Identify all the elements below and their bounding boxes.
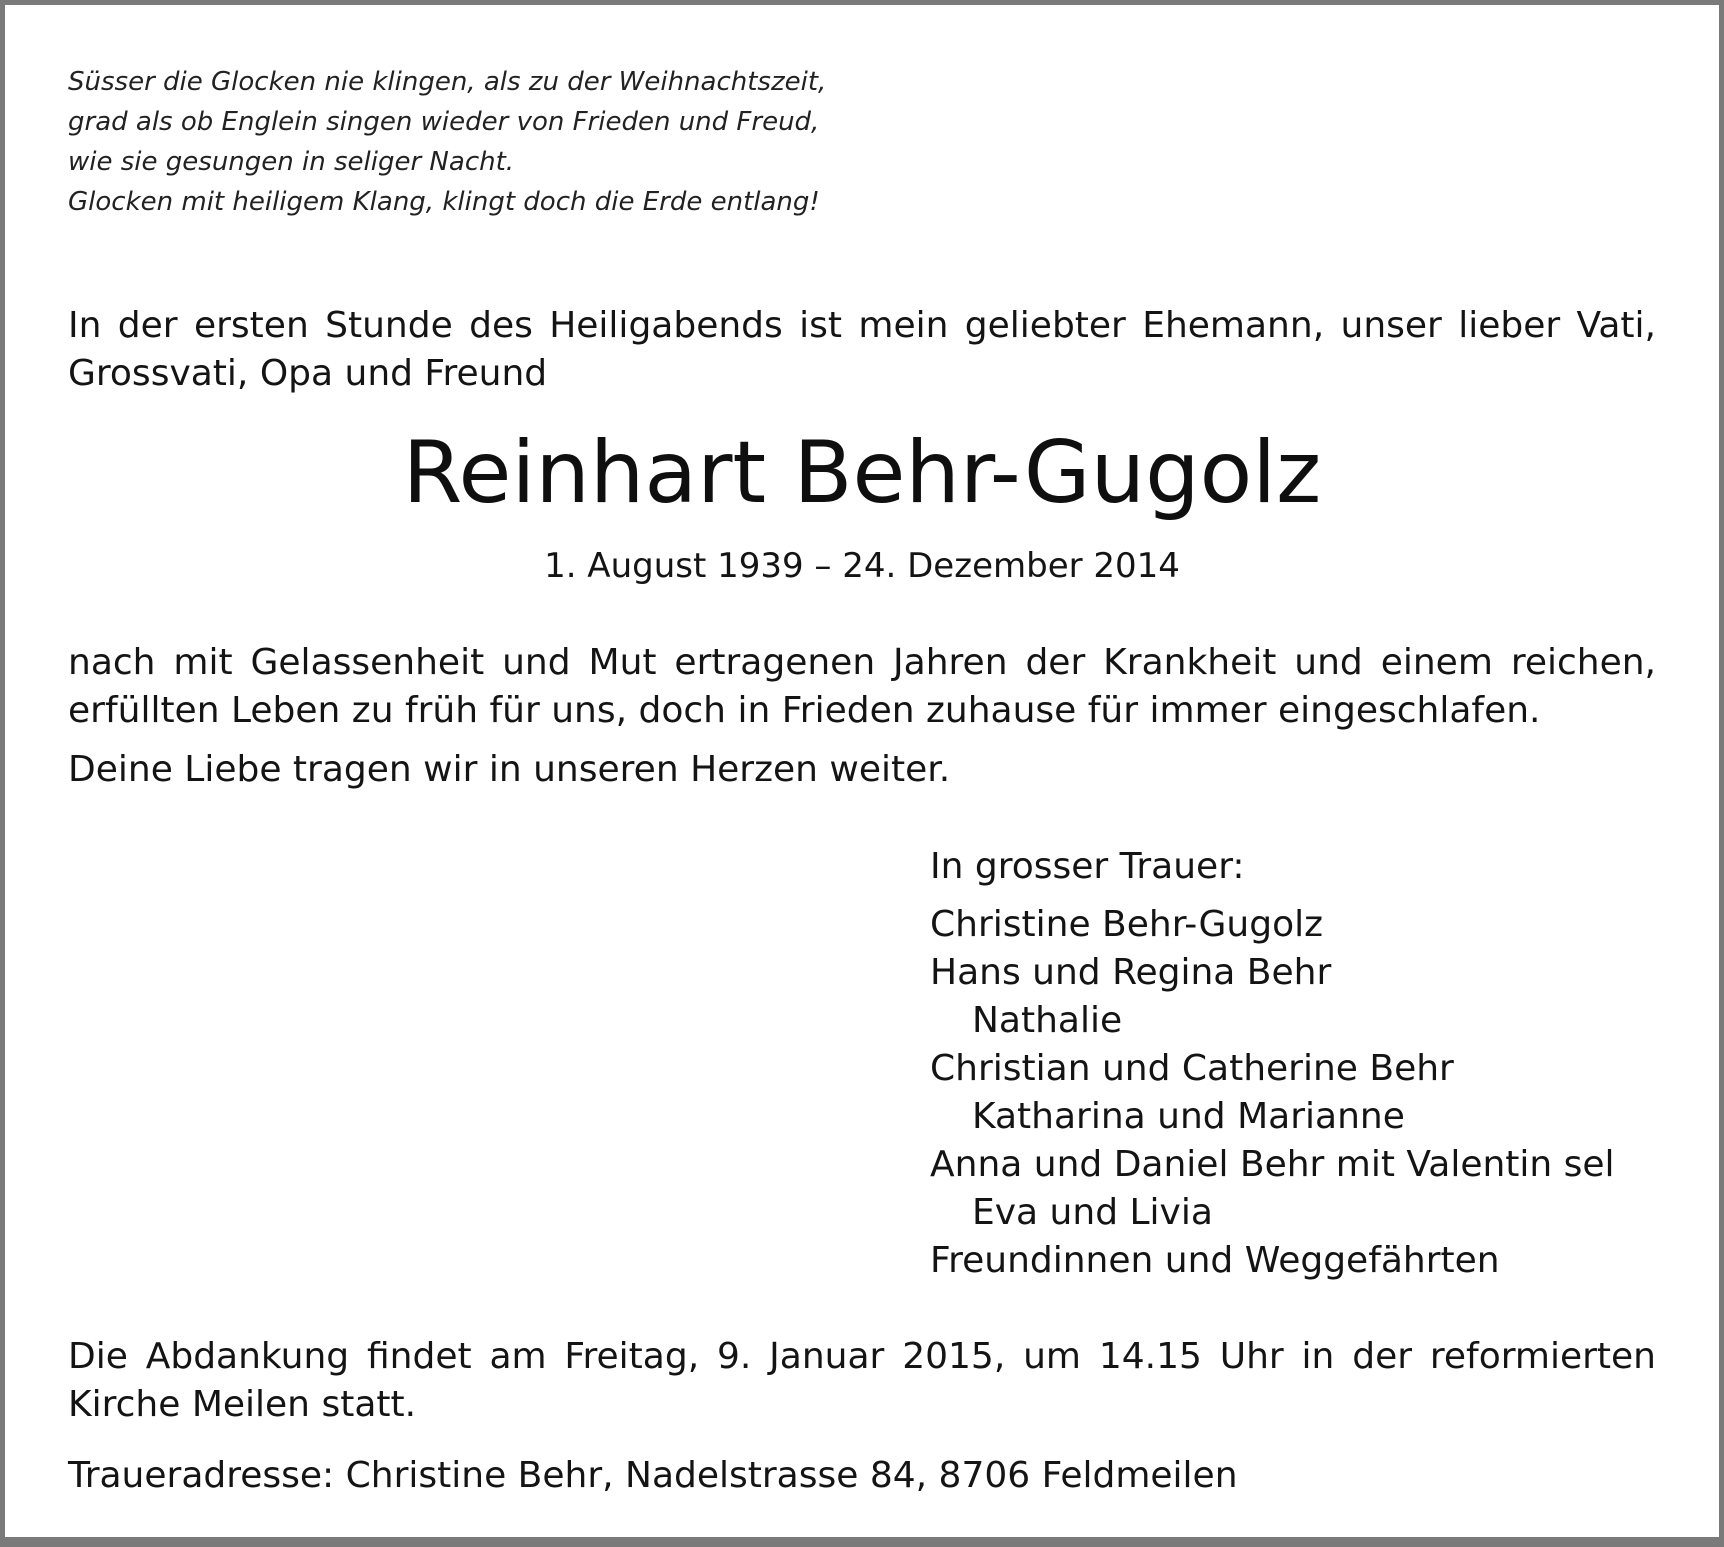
christmas-poem — [68, 62, 826, 222]
body-line: erfüllten Leben zu früh für uns, doch in Frieden zuhause für immer eingeschlafen. — [68, 690, 1541, 731]
intro-paragraph — [68, 302, 1656, 398]
mourner-entry: Eva und Livia — [972, 1192, 1213, 1233]
body-line: nach mit Gelassenheit und Mut ertragenen Jahren der Krankheit und einem reichen, — [68, 642, 1656, 683]
closing-line: Deine Liebe tragen wir in unseren Herzen weiter. — [68, 749, 951, 790]
mourner-entry: Katharina und Marianne — [972, 1096, 1405, 1137]
mourners-list — [930, 843, 1615, 1285]
service-line: Die Abdankung findet am Freitag, 9. Januar 2015, um 14.15 Uhr in der reformierten — [68, 1336, 1656, 1377]
mourner-entry: Hans und Regina Behr — [930, 952, 1332, 993]
intro-line: In der ersten Stunde des Heiligabends ist mein geliebter Ehemann, unser lieber Vati, — [68, 305, 1656, 346]
mourners-heading: In grosser Trauer: — [930, 846, 1245, 887]
mourner-entry: Christian und Catherine Behr — [930, 1048, 1454, 1089]
mourner-entry: Nathalie — [972, 1000, 1123, 1041]
poem-line: grad als ob Englein singen wieder von Frieden und Freud, — [68, 107, 820, 137]
poem-line: Glocken mit heiligem Klang, klingt doch die Erde entlang! — [68, 187, 820, 217]
mourner-entry: Freundinnen und Weggefährten — [930, 1240, 1500, 1281]
mourner-entry: Anna und Daniel Behr mit Valentin sel — [930, 1144, 1615, 1185]
poem-line: wie sie gesungen in seliger Nacht. — [68, 147, 515, 177]
body-paragraph — [68, 639, 1656, 735]
mourning-address: Traueradresse: Christine Behr, Nadelstrasse 84, 8706 Feldmeilen — [68, 1455, 1238, 1496]
intro-line: Grossvati, Opa und Freund — [68, 353, 548, 394]
poem-line: Süsser die Glocken nie klingen, als zu der Weihnachtszeit, — [68, 67, 827, 97]
service-paragraph — [68, 1333, 1656, 1429]
deceased-name: Reinhart Behr-Gugolz — [402, 423, 1322, 523]
mourner-entry: Christine Behr-Gugolz — [930, 904, 1323, 945]
life-dates: 1. August 1939 – 24. Dezember 2014 — [544, 546, 1180, 586]
service-line: Kirche Meilen statt. — [68, 1384, 417, 1425]
